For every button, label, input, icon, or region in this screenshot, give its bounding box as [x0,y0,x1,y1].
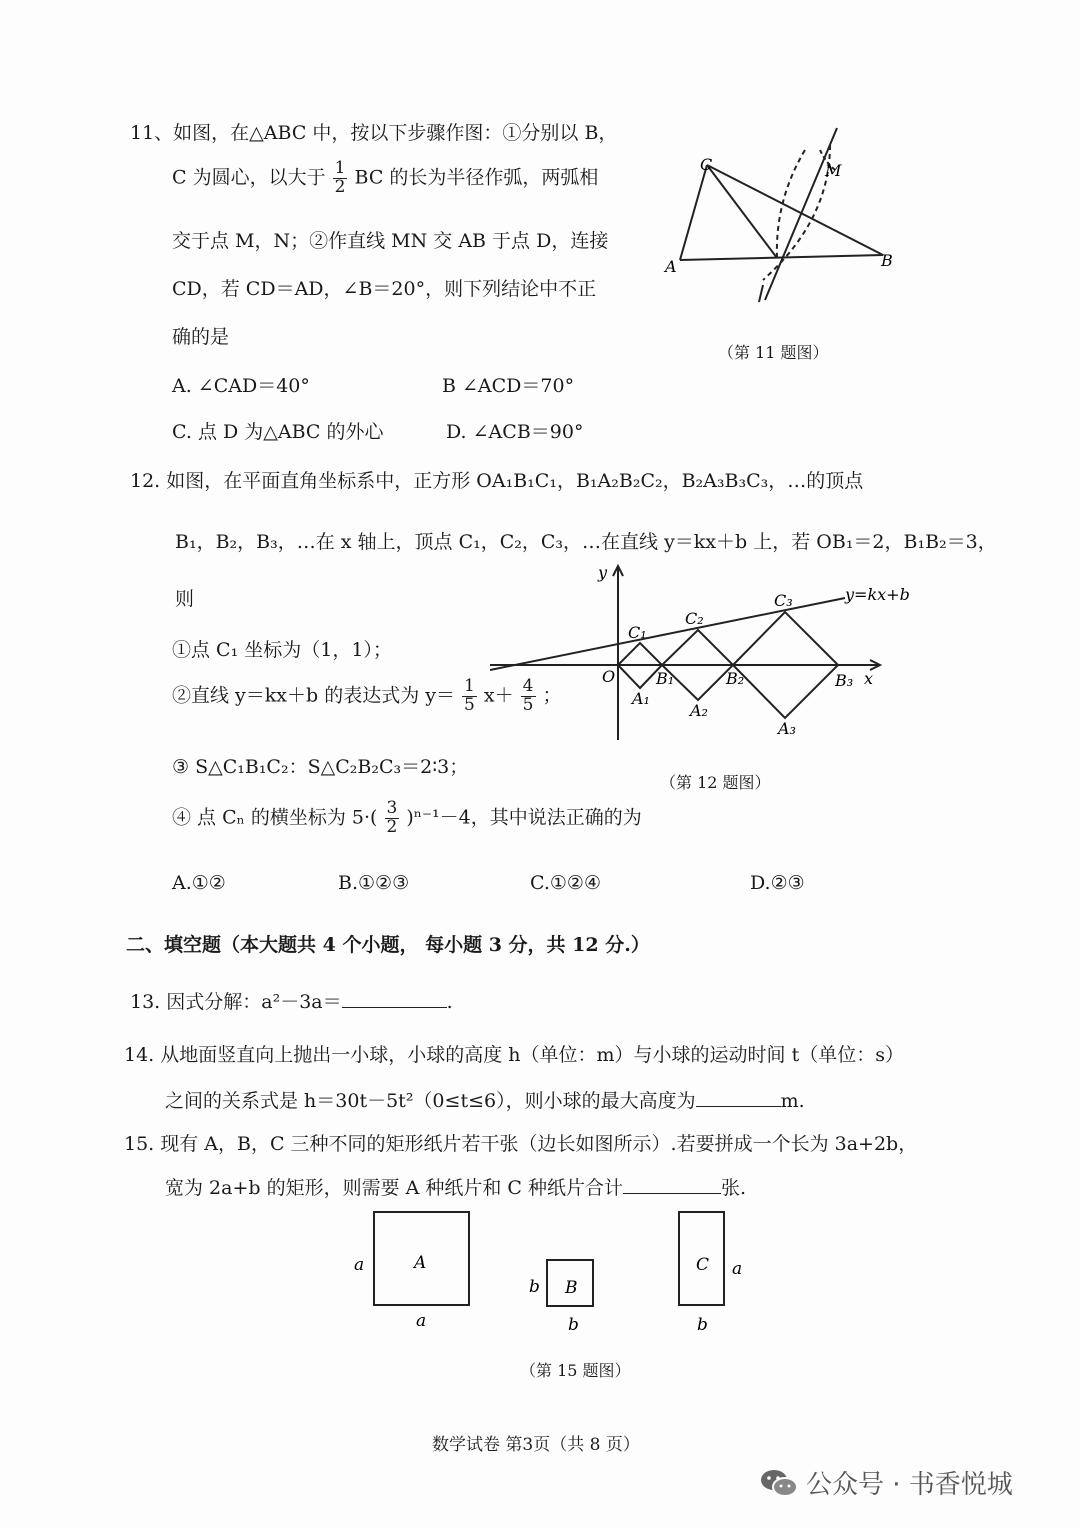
q12-frac1-denominator: 5 [464,694,475,715]
q12-option-a: A.①② [172,872,226,894]
fig15-label-b-bottom: b [568,1315,579,1335]
section-2-heading [126,930,650,957]
q12-line-2: B₁，B₂，B₃，…在 x 轴上，顶点 C₁，C₂，C₃，…在直线 y＝kx＋b 上，若 OB₁＝2，B₁B₂＝3， [175,531,997,553]
q11-line-2b: BC 的长为半径作弧，两弧相 [354,166,599,189]
segment-cb [707,165,883,255]
watermark [760,1464,1013,1501]
q15-line-2 [165,1173,746,1200]
q12-option-d: D.②③ [750,872,805,894]
fig12-label-c2: C₂ [685,609,704,628]
q15-line-1: 15. 现有 A，B，C 三种不同的矩形纸片若干张（边长如图所示）.若要拼成一个长为 3a+2b， [124,1133,918,1155]
q11-line-3: 交于点 M，N；②作直线 MN 交 AB 于点 D，连接 [172,230,609,252]
fig15-label-c-bottom: b [697,1315,708,1335]
q11-frac-denominator: 2 [334,176,346,197]
q11-line-1: 11、如图，在△ABC 中，按以下步骤作图：①分别以 B， [130,122,618,144]
q12-item-1: ①点 C₁ 坐标为（1，1）； [172,639,392,661]
q12-item-4a: ④ 点 Cₙ 的横坐标为 5·( [172,806,378,829]
fig15-label-a-card: A [414,1253,427,1273]
q12-item-2-mid: x＋ [483,684,514,707]
q14-line-2-text: 之间的关系式是 h＝30t－5t²（0≤t≤6），则小球的最大高度为 [165,1090,696,1112]
fig15-label-a-side: a [354,1255,365,1275]
fig15-label-c-card: C [696,1255,710,1275]
q11-option-a: A. ∠CAD＝40° [172,375,310,397]
q11-line-2a: C 为圆心，以大于 [172,166,326,189]
q14-line-2 [165,1086,805,1113]
fig12-label-c1: C₁ [628,623,647,642]
fig12-label-a1: A₁ [632,689,650,708]
q11-frac-numerator: 1 [334,158,346,178]
q13 [130,987,453,1014]
fig11-label-b: B [881,251,893,270]
q11-option-b: B ∠ACD＝70° [442,375,575,397]
q13-answer-blank[interactable] [342,989,447,1008]
section-2-desc: （本大题共 4 个小题， 每小题 3 分，共 12 分.） [221,934,650,956]
q12-line-1: 12. 如图，在平面直角坐标系中，正方形 OA₁B₁C₁，B₁A₂B₂C₂，B₂A₃B₃C₃，…的顶点 [130,470,864,492]
q11-option-d: D. ∠ACB＝90° [446,421,584,443]
segment-ca [680,165,707,260]
q12-figure-caption: （第 12 题图） [660,773,771,792]
q12-figure [490,560,920,745]
arc-from-c [763,145,830,280]
q12-item-4b: )ⁿ⁻¹－4，其中说法正确的为 [406,806,642,829]
n-tick [759,285,763,302]
section-2-title: 二、填空题 [126,934,222,956]
wechat-icon [760,1467,798,1499]
q12-frac3-numerator: 3 [386,798,398,818]
fig15-label-b-card: B [565,1278,578,1298]
q12-frac2-numerator: 4 [522,676,534,696]
q12-line-3: 则 [175,588,195,610]
fig12-label-y: y [598,563,608,582]
watermark-text: 公众号 · 书香悦城 [806,1470,1013,1500]
fig12-label-line: y=kx+b [845,585,910,604]
fig15-label-c-side: a [732,1259,743,1279]
q14-unit: m. [780,1090,805,1112]
fig11-label-m: M [825,161,842,180]
q13-end: . [446,991,453,1013]
q11-option-c: C. 点 D 为△ABC 的外心 [172,421,384,443]
fig15-label-a-bottom: a [416,1311,427,1331]
line-mn [765,128,837,300]
q13-text: 13. 因式分解：a²－3a＝ [130,991,342,1013]
fig11-label-c: C [700,155,713,174]
q12-frac3-denominator: 2 [386,816,398,837]
fig12-label-b1: B₁ [656,669,675,688]
q11-fraction [333,160,348,197]
fig15-label-b-side: b [529,1277,540,1297]
fig12-label-c3: C₃ [774,591,793,610]
q12-item-3: ③ S△C₁B₁C₂：S△C₂B₂C₃＝2∶3； [172,756,469,778]
fig11-label-a: A [665,257,677,276]
q11-line-5: 确的是 [172,326,230,348]
q11-figure [655,120,910,315]
q12-frac2-denominator: 5 [522,694,534,715]
q12-item-4 [172,800,642,837]
q15-figure-caption: （第 15 题图） [520,1361,631,1380]
page-footer: 数学试卷 第3页（共 8 页） [432,1435,640,1455]
q14-answer-blank[interactable] [696,1088,781,1107]
fig12-label-o: O [602,667,616,686]
fig12-label-x: x [864,669,874,688]
q12-option-b: B.①②③ [338,872,410,894]
q14-line-1: 14. 从地面竖直向上抛出一小球，小球的高度 h（单位：m）与小球的运动时间 t（单位：s） [124,1044,904,1066]
q11-figure-caption: （第 11 题图） [718,343,829,362]
fig12-label-a2: A₂ [690,701,708,720]
fig12-label-a3: A₃ [778,719,796,738]
q15-unit: 张. [721,1177,747,1199]
q15-answer-blank[interactable] [623,1175,721,1194]
q12-fraction-1 [462,678,477,715]
q11-line-4: CD，若 CD＝AD，∠B＝20°，则下列结论中不正 [172,278,597,300]
segment-cd [707,165,777,258]
q15-line-2-text: 宽为 2a+b 的矩形，则需要 A 种纸片和 C 种纸片合计 [165,1177,623,1199]
q12-item-2-end: ； [542,684,562,707]
q11-line-2 [172,160,598,197]
fig12-label-b2: B₂ [726,669,745,688]
q15-figure [340,1200,760,1340]
q12-frac1-numerator: 1 [464,676,475,696]
q12-option-c: C.①②④ [530,872,601,894]
q12-item-2a: ②直线 y＝kx＋b 的表达式为 y＝ [172,684,455,707]
fig12-label-b3: B₃ [835,671,854,690]
q12-fraction-3 [385,800,400,837]
